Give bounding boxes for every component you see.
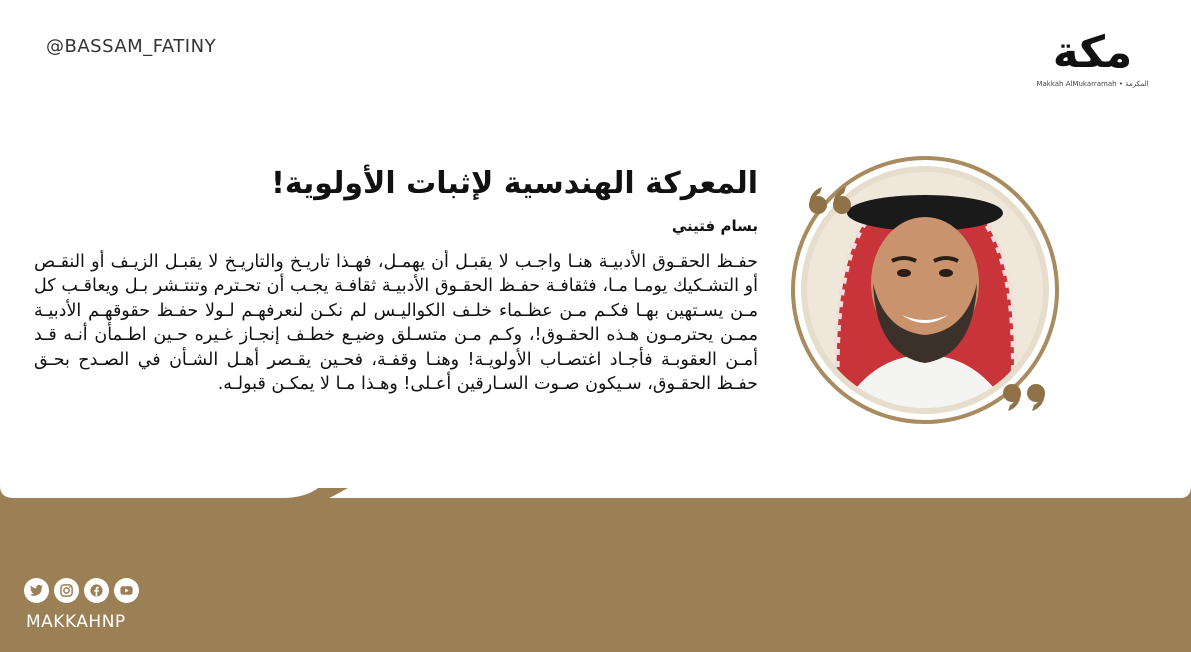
logo-subtext: Makkah AlMukarramah • المكرمة [1036,80,1149,88]
instagram-icon[interactable] [54,578,79,603]
twitter-icon[interactable] [24,578,49,603]
brand-handle: MAKKAHNP [26,612,126,632]
article-author: بسام فتيني [671,217,758,235]
speech-bubble-band [0,486,1191,652]
article-title: المعركة الهندسية لإثبات الأولوية! [271,166,758,201]
makkah-logo [1030,28,1155,90]
close-quote-icon [1003,384,1045,411]
author-portrait [790,155,1060,425]
author-handle: @BASSAM_FATINY [46,36,217,57]
article-body: حفـظ الحقـوق الأدبيـة هنـا واجـب لا يقبـل أن يهمـل، فهـذا تاريـخ والتاريـخ لا يقبـل الزيـف أو النقـص أو التشـكيك يومـا مـا، فثقافـة حفـظ الحقـوق الأدبيـة ثقافـة يجـب أن تحـترم وتنتـشر بـل ويعاقـب كل مـن يسـتهين بهـا فكـم مـن عظـماء خلـف الكواليـس لم نكـن لنعرفهـم لـولا حفـظ حقوقهـم الأدبيـة ممـن يحترمـون هـذه الحقـوق!، وكـم مـن متسـلق وضيـع خطـف إنجـاز غـيره حـين اطـمأن أنـه قـد أمـن العقوبـة فأجـاد اغتصـاب الأولويـة! وهنـا وقفـة، فحـين يقـصر أهـل الشـأن في الصـدح بحـق حفـظ الحقـوق، سـيكون صـوت السـارقين أعـلى! وهـذا مـا لا يمكـن قبولـه. [34,252,758,395]
facebook-icon[interactable] [84,578,109,603]
logo-wordmark: مكة [1052,27,1133,78]
social-links [24,578,139,604]
youtube-icon[interactable] [114,578,139,603]
